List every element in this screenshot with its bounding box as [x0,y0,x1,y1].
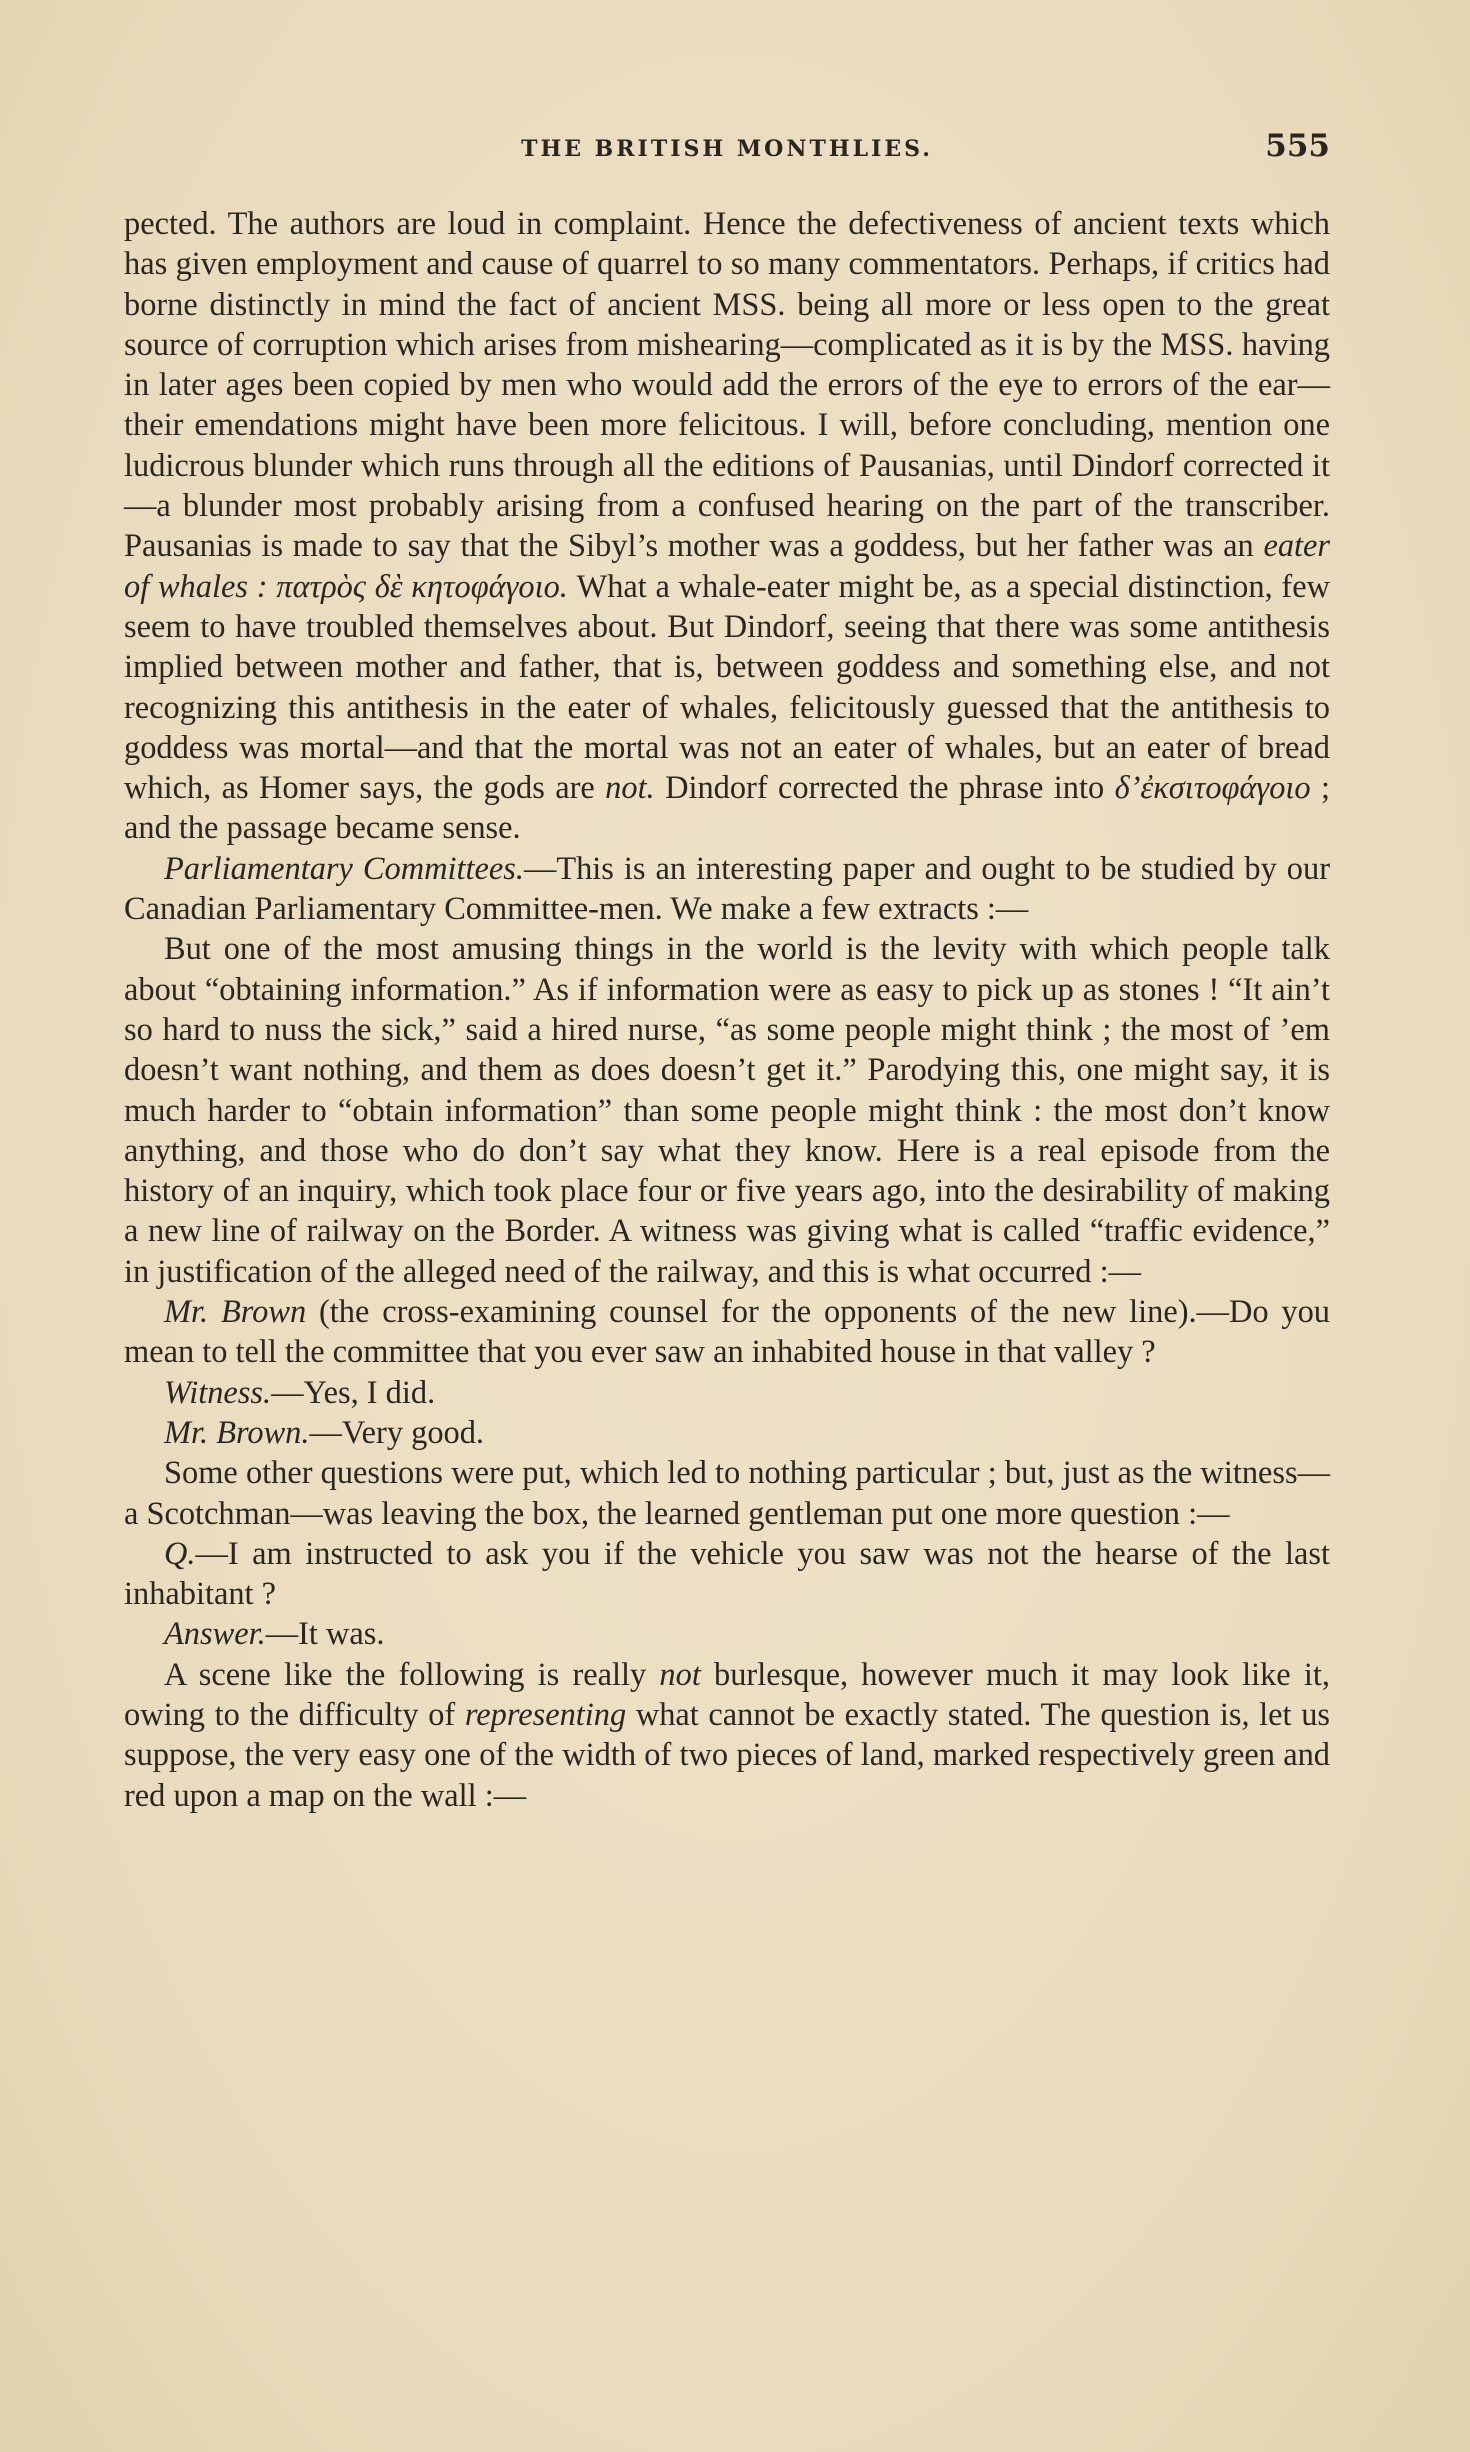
speaker-name: Q. [164,1535,196,1572]
text-run: burlesque, however much it may look like it, owing to the difficulty of [124,1656,1330,1733]
greek-quote: πατρὸς δὲ κητοφάγοιο. [267,568,568,605]
italic-run: not. [605,770,655,807]
dialogue-text: —I am instructed to ask you if the vehicle you saw was not the hearse of the last inhabitant ? [124,1535,1330,1613]
paragraph-scene-burlesque [124,1655,1330,1816]
section-title: Parliamentary Committees. [164,850,524,887]
dialogue-mr-brown-reply [124,1413,1330,1453]
dialogue-answer [124,1614,1330,1654]
page-number: 555 [1265,128,1330,164]
speaker-name: Witness. [164,1374,272,1411]
text-run: what cannot be exactly stated. The question is, let us suppose, the very easy one of the width of two pieces of land, marked respectively green and red upon a map on the wall :— [124,1696,1330,1814]
paragraph-obtaining-information: But one of the most amusing things in the world is the levity with which people talk about “obtaining information.” As if information were as easy to pick up as stones ! “It ain’t so hard to nuss the sick,” said a hired nurse, “as some people might think ; the most of ’em doesn’t want nothing, and them as does doesn’t get it.” Parodying this, one might say, it is much harder to “obtain information” than some people might think : the most don’t know anything, and those who do don’t say what they know. Here is a real episode from the history of an inquiry, which took place four or five years ago, into the desirability of making a new line of railway on the Border. A witness was giving what is called “traffic evidence,” in justification of the alleged need of the railway, and this is what occurred :— [124,931,1330,1290]
speaker-name: Answer. [164,1616,266,1653]
speaker-name: Mr. Brown [164,1294,307,1331]
dialogue-text: —Yes, I did. [271,1374,436,1411]
speaker-name: Mr. Brown. [164,1414,310,1451]
dialogue-text: —It was. [265,1616,385,1653]
italic-run: representing [464,1696,627,1733]
text-run: —This is an interesting paper and ought to be studied by our Canadian Parliamentary Committee-men. We make a few extracts :— [124,850,1330,928]
text-run: Dindorf corrected the phrase into [654,770,1115,807]
dialogue-witness-answer [124,1373,1330,1413]
running-head: THE BRITISH MONTHLIES. [521,136,933,162]
dialogue-question-hearse [124,1534,1330,1615]
text-run: pected. The authors are loud in complaint. Hence the defectiveness of ancient texts which has given employment and cause of quarrel to so many commentators. Perhaps, if critics had borne distinctly in mind the fact of ancient MSS. being all more or less open to the great source of corruption which arises from mishearing—complicated as it is by the MSS. having in later ages been copied by men who would add the errors of the eye to errors of the ear—their emendations might have been more felicitous. I will, before concluding, mention one ludicrous blunder which runs through all the editions of Pausanias, until Dindorf corrected it—a blunder most probably arising from a confused hearing on the part of the transcriber. Pausanias is made to say that the Sibyl’s mother was a goddess, but her father was an [124,206,1330,565]
text-run: ; and the passage became sense. [124,770,1330,847]
greek-quote: δ’ἐκσιτοφάγοιο [1114,770,1311,807]
italic-run: eater of whales : [124,528,1330,605]
body-text [124,204,1330,1816]
text-run: What a whale-eater might be, as a special distinction, few seem to have troubled themselves about. But Dindorf, seeing that there was some antithesis implied between mother and father, that is, between goddess and something else, and not recognizing this antithesis in the eater of whales, felicitously guessed that the antithesis to goddess was mortal—and that the mortal was not an eater of whales, but an eater of bread which, as Homer says, the gods are [124,568,1330,807]
page-header [124,128,1330,178]
paragraph-pausanias [124,204,1330,849]
text-run: A scene like the following is really [164,1656,660,1693]
dialogue-text: —Very good. [309,1414,485,1451]
paragraph-other-questions: Some other questions were put, which led to nothing particular ; but, just as the witness—a Scotchman—was leaving the box, the learned gentleman put one more question :— [124,1455,1330,1532]
dialogue-mr-brown-question [124,1292,1330,1373]
paragraph-parliamentary-committees [124,849,1330,930]
dialogue-text: (the cross-examining counsel for the opponents of the new line).—Do you mean to tell the committee that you ever saw an inhabited house in that valley ? [124,1294,1331,1371]
italic-run: not [659,1656,701,1693]
